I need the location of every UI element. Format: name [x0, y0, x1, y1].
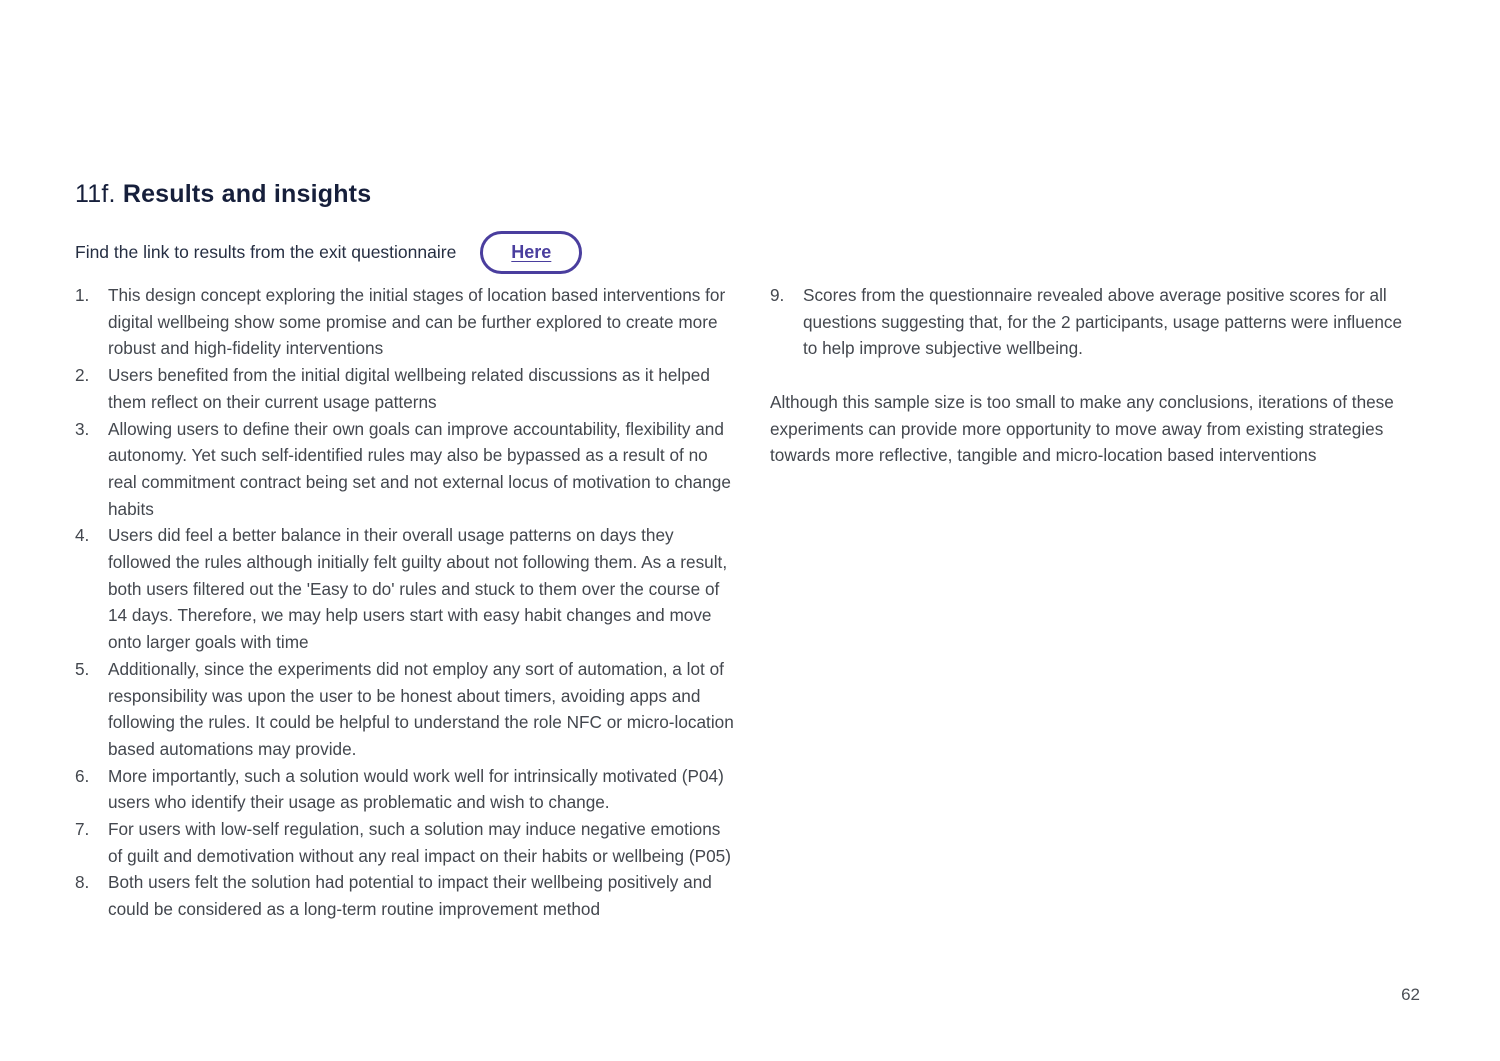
list-item	[75, 282, 737, 362]
list-item	[770, 282, 1418, 362]
subtitle-row	[75, 231, 582, 274]
list-item	[75, 656, 737, 763]
left-column-list	[75, 282, 737, 923]
list-item-number: 7.	[75, 819, 90, 840]
list-item-text: More importantly, such a solution would work well for intrinsically motivated (P04) users who identify their usage as problematic and wish to change.	[108, 765, 724, 813]
list-item-text: This design concept exploring the initial stages of location based interventions for digital wellbeing show some promise and can be further explored to create more robust and high-fidelity interventions	[108, 285, 726, 359]
list-item-number: 9.	[770, 285, 785, 305]
list-item-number: 1.	[75, 285, 90, 305]
list-item-number: 3.	[75, 418, 90, 439]
section-title: Results and insights	[122, 180, 372, 208]
list-item	[75, 362, 737, 415]
page-title	[75, 180, 582, 209]
section-number: 11f.	[75, 180, 116, 208]
list-item-text: Both users felt the solution had potential to impact their wellbeing positively and could be considered as a long-term routine improvement method	[108, 872, 712, 920]
list-item-text: Scores from the questionnaire revealed above average positive scores for all questions suggesting that, for the 2 participants, usage patterns were influence to help improve subjective wellbeing.	[803, 285, 1403, 359]
list-item	[75, 869, 737, 922]
list-item-number: 6.	[75, 765, 90, 786]
list-item-text: For users with low-self regulation, such a solution may induce negative emotions of guilt and demotivation without any real impact on their habits or wellbeing (P05)	[108, 819, 731, 866]
page-number: 62	[1401, 985, 1420, 1004]
list-item-number: 2.	[75, 365, 90, 386]
list-item-text: Users did feel a better balance in their overall usage patterns on days they followed the rules although initially felt guilty about not following them. As a result, both users filtered out the 'Easy to do' rules and stuck to them over the course of 14 days. Therefore, we may help users start with easy habit changes and move onto larger goals with time	[108, 525, 728, 653]
list-item	[75, 522, 737, 656]
list-item	[75, 816, 737, 869]
here-link-button[interactable]	[480, 231, 582, 274]
closing-paragraph: Although this sample size is too small to make any conclusions, iterations of these experiments can provide more opportunity to move away from existing strategies towards more reflective, tangible and micro-location based interventions	[770, 391, 1394, 466]
list-item-text: Users benefited from the initial digital wellbeing related discussions as it helped them reflect on their current usage patterns	[108, 365, 710, 412]
list-item	[75, 416, 737, 523]
list-item-text: Allowing users to define their own goals can improve accountability, flexibility and autonomy. Yet such self-identified rules may also be bypassed as a result of no real commitment contract being set and not external locus of motivation to change habits	[108, 418, 731, 519]
page-header	[75, 180, 582, 274]
list-item-number: 8.	[75, 872, 90, 893]
here-link-label: Here	[511, 242, 552, 262]
right-column	[770, 282, 1418, 469]
subtitle-text: Find the link to results from the exit questionnaire	[75, 242, 457, 262]
list-item-text: Additionally, since the experiments did not employ any sort of automation, a lot of responsibility was upon the user to be honest about timers, avoiding apps and following the rules. It could be helpful to understand the role NFC or micro-location based automations may provide.	[108, 658, 734, 759]
list-item-number: 5.	[75, 658, 90, 679]
list-item-number: 4.	[75, 525, 90, 546]
list-item	[75, 763, 737, 816]
